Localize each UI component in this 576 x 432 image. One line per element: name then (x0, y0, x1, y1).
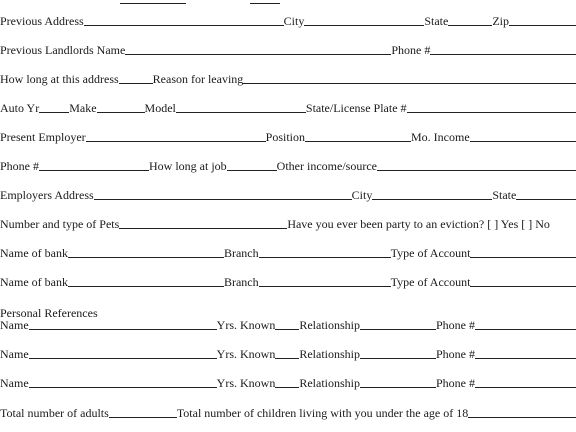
reference-name-field[interactable] (29, 376, 217, 388)
reference-phone-field[interactable] (475, 318, 576, 330)
how-long-address-label: How long at this address (0, 72, 119, 86)
reference-name-field[interactable] (29, 318, 217, 330)
landlord-phone-field[interactable] (430, 43, 576, 55)
bank-name-label: Name of bank (0, 246, 68, 260)
reference-row (0, 316, 576, 332)
other-income-label: Other income/source (276, 159, 377, 173)
landlord-phone-label: Phone # (391, 43, 431, 57)
job-phone-label: Phone # (0, 159, 39, 173)
job-phone-field[interactable] (39, 159, 149, 171)
cut-off-blank[interactable] (250, 0, 280, 4)
years-known-label: Yrs. Known (216, 376, 276, 390)
account-type-field[interactable] (470, 275, 576, 287)
license-plate-field[interactable] (407, 101, 576, 113)
cut-off-previous-line (0, 0, 576, 6)
bank-name-label: Name of bank (0, 275, 68, 289)
previous-landlord-row (0, 41, 576, 57)
relationship-label: Relationship (299, 318, 360, 332)
previous-address-row (0, 12, 576, 28)
make-field[interactable] (97, 101, 145, 113)
employer-address-label: Employers Address (0, 188, 94, 202)
reference-phone-label: Phone # (436, 318, 475, 332)
present-employer-row (0, 128, 576, 144)
state-field[interactable] (448, 14, 492, 26)
employer-state-label: State (492, 188, 517, 202)
auto-year-label: Auto Yr (0, 101, 40, 115)
how-long-address-row (0, 70, 576, 86)
present-employer-field[interactable] (86, 130, 266, 142)
branch-field[interactable] (259, 246, 391, 258)
household-row (0, 404, 576, 420)
reason-leaving-field[interactable] (243, 72, 576, 84)
monthly-income-label: Mo. Income (411, 130, 470, 144)
auto-year-field[interactable] (39, 101, 69, 113)
years-known-field[interactable] (275, 318, 299, 330)
reference-row (0, 374, 576, 390)
bank-row-1 (0, 244, 576, 260)
other-income-field[interactable] (377, 159, 576, 171)
pets-label: Number and type of Pets (0, 217, 120, 231)
present-employer-label: Present Employer (0, 130, 86, 144)
years-known-label: Yrs. Known (216, 318, 276, 332)
relationship-field[interactable] (360, 318, 436, 330)
reference-phone-label: Phone # (436, 347, 475, 361)
pets-row (0, 215, 576, 231)
make-label: Make (69, 101, 97, 115)
how-long-job-label: How long at job (149, 159, 227, 173)
city-label: City (283, 14, 305, 28)
previous-address-field[interactable] (84, 14, 284, 26)
account-type-label: Type of Account (390, 246, 471, 260)
children-label: Total number of children living with you under the age of 18 (176, 406, 469, 420)
reason-leaving-label: Reason for leaving (152, 72, 244, 86)
how-long-job-field[interactable] (227, 159, 277, 171)
employer-city-label: City (351, 188, 373, 202)
reference-name-label: Name (0, 347, 29, 361)
auto-row (0, 99, 576, 115)
position-field[interactable] (305, 130, 411, 142)
relationship-field[interactable] (360, 376, 436, 388)
relationship-label: Relationship (299, 376, 360, 390)
account-type-field[interactable] (470, 246, 576, 258)
zip-field[interactable] (509, 14, 576, 26)
years-known-field[interactable] (275, 347, 299, 359)
reference-phone-field[interactable] (475, 347, 576, 359)
eviction-question[interactable]: Have you ever been party to an eviction? [ ] Yes [ ] No (287, 217, 550, 231)
employer-state-field[interactable] (516, 188, 576, 200)
employer-address-row (0, 186, 576, 202)
position-label: Position (265, 130, 306, 144)
bank-row-2 (0, 273, 576, 289)
branch-field[interactable] (259, 275, 391, 287)
license-plate-label: State/License Plate # (305, 101, 407, 115)
state-label: State (424, 14, 449, 28)
reference-row (0, 345, 576, 361)
years-known-field[interactable] (275, 376, 299, 388)
job-phone-row (0, 157, 576, 173)
relationship-field[interactable] (360, 347, 436, 359)
branch-label: Branch (223, 275, 259, 289)
reference-phone-label: Phone # (436, 376, 475, 390)
pets-field[interactable] (119, 217, 287, 229)
adults-field[interactable] (109, 406, 177, 418)
references-heading: Personal References (0, 306, 98, 320)
account-type-label: Type of Account (390, 275, 471, 289)
cut-off-blank[interactable] (120, 0, 186, 4)
reference-name-label: Name (0, 376, 29, 390)
adults-label: Total number of adults (0, 406, 109, 420)
bank-name-field[interactable] (68, 246, 224, 258)
previous-landlord-field[interactable] (125, 43, 391, 55)
reference-name-label: Name (0, 318, 29, 332)
how-long-address-field[interactable] (119, 72, 153, 84)
years-known-label: Yrs. Known (216, 347, 276, 361)
children-field[interactable] (468, 406, 576, 418)
reference-name-field[interactable] (29, 347, 217, 359)
employer-city-field[interactable] (372, 188, 492, 200)
zip-label: Zip (492, 14, 510, 28)
relationship-label: Relationship (299, 347, 360, 361)
employer-address-field[interactable] (94, 188, 352, 200)
reference-phone-field[interactable] (475, 376, 576, 388)
model-label: Model (144, 101, 176, 115)
branch-label: Branch (223, 246, 259, 260)
city-field[interactable] (304, 14, 424, 26)
previous-landlord-label: Previous Landlords Name (0, 43, 126, 57)
previous-address-label: Previous Address (0, 14, 84, 28)
monthly-income-field[interactable] (470, 130, 576, 142)
model-field[interactable] (176, 101, 306, 113)
bank-name-field[interactable] (68, 275, 224, 287)
